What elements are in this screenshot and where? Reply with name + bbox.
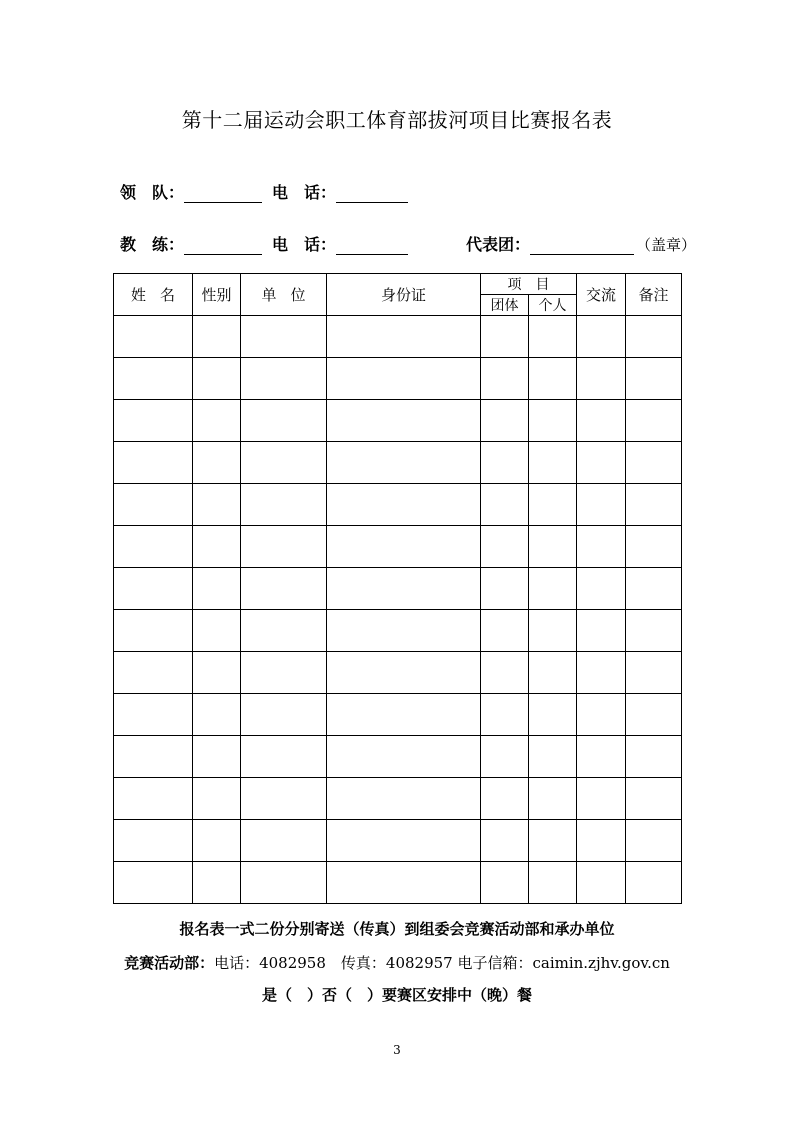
page-number: 3: [393, 1043, 401, 1057]
registration-table: [113, 273, 682, 904]
cell-name[interactable]: [114, 526, 193, 568]
cell-gender[interactable]: [193, 610, 241, 652]
cell-gender[interactable]: [193, 694, 241, 736]
coach-label: 教 练：: [120, 235, 185, 254]
cell-team[interactable]: [481, 862, 529, 904]
cell-id-card[interactable]: [327, 736, 481, 778]
table-row: [114, 862, 682, 904]
table-row: [114, 568, 682, 610]
cell-remarks[interactable]: [626, 484, 682, 526]
table-row: [114, 358, 682, 400]
cell-name[interactable]: [114, 862, 193, 904]
cell-unit[interactable]: [241, 484, 327, 526]
cell-gender[interactable]: [193, 778, 241, 820]
cell-id-card[interactable]: [327, 526, 481, 568]
cell-exchange[interactable]: [577, 694, 626, 736]
header-remarks: 备注: [626, 274, 682, 316]
cell-team[interactable]: [481, 484, 529, 526]
cell-unit[interactable]: [241, 442, 327, 484]
table-row: [114, 400, 682, 442]
cell-team[interactable]: [481, 526, 529, 568]
table-row: [114, 694, 682, 736]
cell-remarks[interactable]: [626, 820, 682, 862]
cell-remarks[interactable]: [626, 862, 682, 904]
cell-individual[interactable]: [529, 400, 577, 442]
cell-gender[interactable]: [193, 316, 241, 358]
delegation-blank[interactable]: [530, 238, 634, 255]
cell-unit[interactable]: [241, 862, 327, 904]
cell-remarks[interactable]: [626, 442, 682, 484]
cell-gender[interactable]: [193, 526, 241, 568]
cell-exchange[interactable]: [577, 778, 626, 820]
cell-id-card[interactable]: [327, 400, 481, 442]
cell-exchange[interactable]: [577, 484, 626, 526]
cell-exchange[interactable]: [577, 568, 626, 610]
cell-name[interactable]: [114, 442, 193, 484]
dept-label: 竞赛活动部：: [124, 954, 215, 972]
leader-phone-blank[interactable]: [336, 186, 408, 203]
header-unit: 单位: [241, 274, 327, 316]
cell-unit[interactable]: [241, 652, 327, 694]
cell-individual[interactable]: [529, 652, 577, 694]
cell-name[interactable]: [114, 652, 193, 694]
cell-gender[interactable]: [193, 862, 241, 904]
cell-exchange[interactable]: [577, 400, 626, 442]
cell-id-card[interactable]: [327, 316, 481, 358]
cell-team[interactable]: [481, 694, 529, 736]
cell-individual[interactable]: [529, 568, 577, 610]
cell-team[interactable]: [481, 778, 529, 820]
cell-team[interactable]: [481, 442, 529, 484]
header-id-card: 身份证: [327, 274, 481, 316]
cell-name[interactable]: [114, 778, 193, 820]
header-individual: 个人: [529, 295, 577, 316]
cell-gender[interactable]: [193, 736, 241, 778]
cell-exchange[interactable]: [577, 736, 626, 778]
cell-id-card[interactable]: [327, 484, 481, 526]
leader-blank[interactable]: [184, 186, 262, 203]
cell-name[interactable]: [114, 316, 193, 358]
cell-id-card[interactable]: [327, 568, 481, 610]
leader-label: 领 队：: [120, 183, 185, 202]
coach-row: [120, 232, 696, 255]
cell-exchange[interactable]: [577, 316, 626, 358]
header-gender: 性别: [193, 274, 241, 316]
cell-team[interactable]: [481, 568, 529, 610]
cell-unit[interactable]: [241, 820, 327, 862]
cell-team[interactable]: [481, 358, 529, 400]
cell-unit[interactable]: [241, 526, 327, 568]
cell-team[interactable]: [481, 400, 529, 442]
cell-exchange[interactable]: [577, 652, 626, 694]
cell-individual[interactable]: [529, 610, 577, 652]
cell-exchange[interactable]: [577, 820, 626, 862]
cell-remarks[interactable]: [626, 610, 682, 652]
submission-note: 报名表一式二份分别寄送（传真）到组委会竞赛活动部和承办单位: [179, 920, 615, 938]
cell-unit[interactable]: [241, 358, 327, 400]
cell-individual[interactable]: [529, 442, 577, 484]
meal-question: 是（ ）否（ ）要赛区安排中（晚）餐: [261, 986, 532, 1004]
cell-id-card[interactable]: [327, 358, 481, 400]
coach-phone-label: 电 话：: [272, 235, 337, 254]
cell-individual[interactable]: [529, 820, 577, 862]
cell-unit[interactable]: [241, 568, 327, 610]
cell-id-card[interactable]: [327, 694, 481, 736]
cell-exchange[interactable]: [577, 358, 626, 400]
cell-unit[interactable]: [241, 736, 327, 778]
table-row: [114, 484, 682, 526]
cell-individual[interactable]: [529, 736, 577, 778]
header-exchange: 交流: [577, 274, 626, 316]
cell-id-card[interactable]: [327, 778, 481, 820]
cell-name[interactable]: [114, 358, 193, 400]
cell-id-card[interactable]: [327, 610, 481, 652]
cell-id-card[interactable]: [327, 862, 481, 904]
cell-team[interactable]: [481, 610, 529, 652]
stamp-label: （盖章）: [636, 236, 697, 254]
form-title: 第十二届运动会职工体育部拔河项目比赛报名表: [181, 108, 613, 132]
cell-individual[interactable]: [529, 358, 577, 400]
cell-individual[interactable]: [529, 526, 577, 568]
cell-name[interactable]: [114, 400, 193, 442]
cell-individual[interactable]: [529, 862, 577, 904]
cell-gender[interactable]: [193, 568, 241, 610]
cell-gender[interactable]: [193, 484, 241, 526]
cell-name[interactable]: [114, 820, 193, 862]
cell-unit[interactable]: [241, 316, 327, 358]
cell-gender[interactable]: [193, 442, 241, 484]
table-row: [114, 820, 682, 862]
header-event: 项目: [481, 274, 577, 295]
cell-id-card[interactable]: [327, 442, 481, 484]
cell-exchange[interactable]: [577, 526, 626, 568]
cell-remarks[interactable]: [626, 526, 682, 568]
cell-individual[interactable]: [529, 778, 577, 820]
table-row: [114, 316, 682, 358]
cell-remarks[interactable]: [626, 400, 682, 442]
cell-remarks[interactable]: [626, 778, 682, 820]
cell-id-card[interactable]: [327, 820, 481, 862]
header-team: 团体: [481, 295, 529, 316]
cell-name[interactable]: [114, 610, 193, 652]
cell-team[interactable]: [481, 736, 529, 778]
leader-phone-label: 电 话：: [272, 183, 337, 202]
cell-gender[interactable]: [193, 820, 241, 862]
cell-exchange[interactable]: [577, 862, 626, 904]
cell-remarks[interactable]: [626, 694, 682, 736]
cell-exchange[interactable]: [577, 442, 626, 484]
table-row: [114, 610, 682, 652]
leader-row: [120, 180, 418, 203]
contact-info: 电话：4082958 传真：4082957 电子信箱：caimin.zjhv.gov.cn: [214, 954, 670, 972]
contact-line: [0, 952, 794, 973]
cell-team[interactable]: [481, 316, 529, 358]
cell-remarks[interactable]: [626, 358, 682, 400]
cell-individual[interactable]: [529, 484, 577, 526]
cell-unit[interactable]: [241, 778, 327, 820]
cell-individual[interactable]: [529, 694, 577, 736]
cell-name[interactable]: [114, 484, 193, 526]
header-name: 姓名: [114, 274, 193, 316]
cell-remarks[interactable]: [626, 652, 682, 694]
cell-gender[interactable]: [193, 652, 241, 694]
cell-team[interactable]: [481, 820, 529, 862]
table-row: [114, 652, 682, 694]
coach-phone-blank[interactable]: [336, 238, 408, 255]
cell-name[interactable]: [114, 568, 193, 610]
cell-exchange[interactable]: [577, 610, 626, 652]
table-row: [114, 736, 682, 778]
cell-id-card[interactable]: [327, 652, 481, 694]
cell-unit[interactable]: [241, 610, 327, 652]
cell-remarks[interactable]: [626, 316, 682, 358]
cell-unit[interactable]: [241, 694, 327, 736]
table-row: [114, 778, 682, 820]
table-row: [114, 442, 682, 484]
cell-remarks[interactable]: [626, 568, 682, 610]
cell-gender[interactable]: [193, 358, 241, 400]
cell-team[interactable]: [481, 652, 529, 694]
cell-remarks[interactable]: [626, 736, 682, 778]
cell-name[interactable]: [114, 736, 193, 778]
table-row: [114, 526, 682, 568]
cell-name[interactable]: [114, 694, 193, 736]
cell-gender[interactable]: [193, 400, 241, 442]
cell-unit[interactable]: [241, 400, 327, 442]
cell-individual[interactable]: [529, 316, 577, 358]
coach-blank[interactable]: [184, 238, 262, 255]
delegation-label: 代表团：: [466, 235, 531, 254]
